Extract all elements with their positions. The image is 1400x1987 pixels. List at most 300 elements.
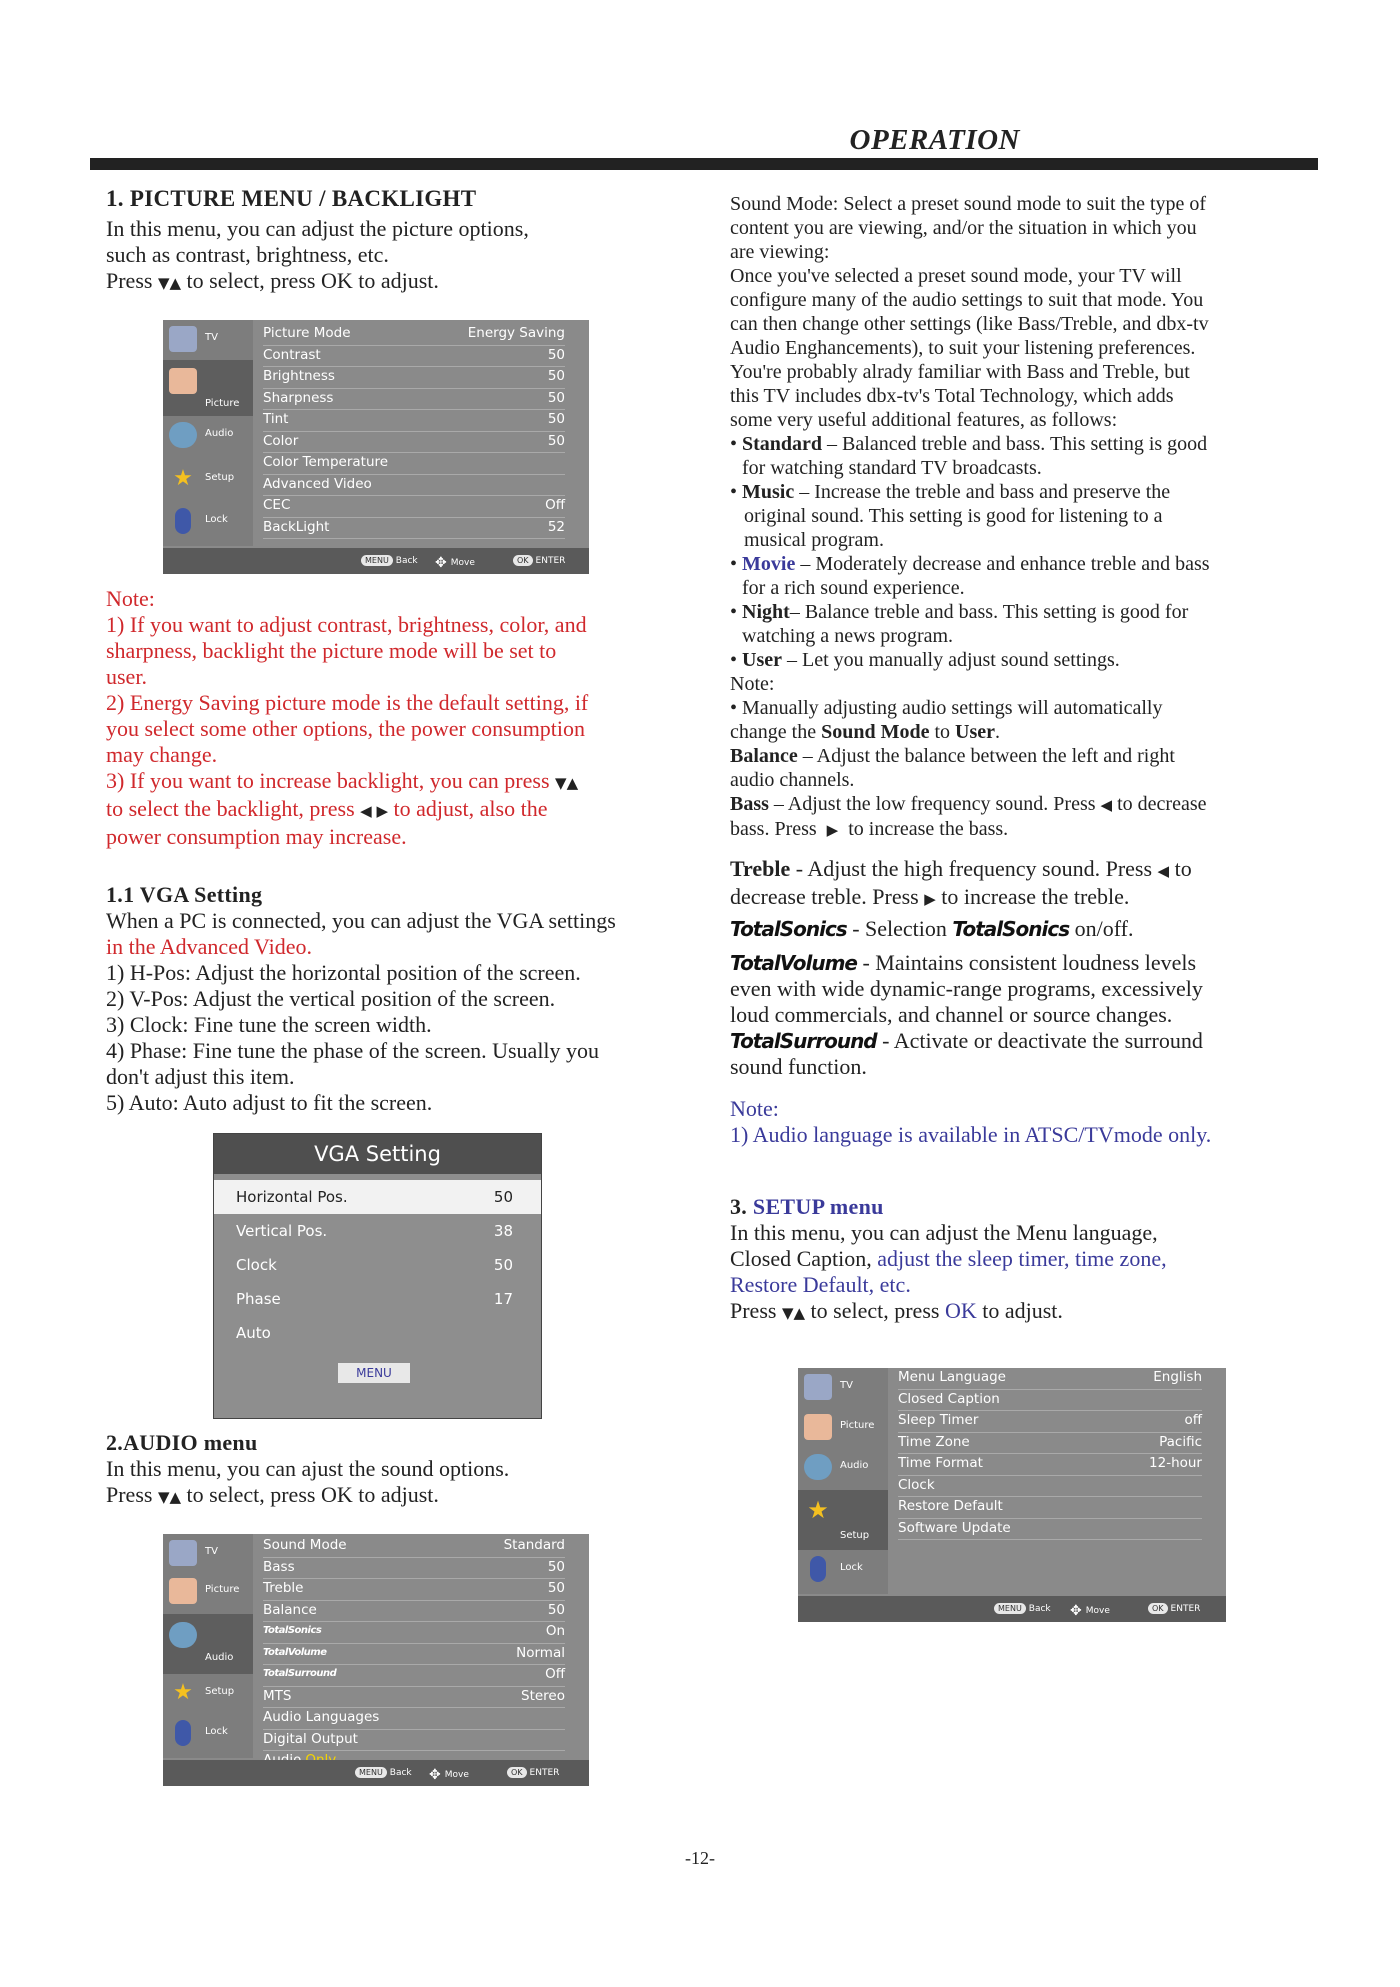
sidebar-label: Picture [205,398,240,409]
setup-text-blue: adjust the sleep timer, time zone, [877,1246,1167,1271]
term-desc: to [1174,856,1192,881]
setup-line: Restore Default, etc. [730,1272,911,1297]
note-bold: User [955,721,995,743]
picture-intro-2: such as contrast, brightness, etc. [106,242,389,267]
sidebar-label: Lock [205,1726,228,1737]
menu-row-value: 50 [547,432,565,449]
audio-press [106,1482,706,1510]
menu-row[interactable] [263,410,565,432]
right-arrow-icon: ▶ [924,890,936,908]
mode-name: Standard [742,433,823,455]
body-line: are viewing: [730,241,830,263]
menu-row[interactable] [263,367,565,389]
speaker-icon [169,422,197,448]
menu-row-label: Brightness [263,368,335,384]
menu-row[interactable] [263,1536,565,1558]
press-word: Press [730,1298,777,1323]
setup-line [730,1246,1320,1272]
body-line: some very useful additional features, as follows: [730,409,1118,431]
term: Balance [730,745,798,767]
enter-label: ENTER [1170,1603,1201,1614]
menu-footer [163,1760,589,1786]
setup-menu-screen [798,1368,1226,1622]
menu-row-value: Standard [503,1537,565,1553]
menu-footer [798,1596,1226,1622]
body-line: can then change other settings (like Bass/Treble, and dbx-tv [730,313,1209,335]
press-text: to select, press [810,1298,940,1323]
press-word: Press [106,268,153,293]
mode-user: • User – Let you manually adjust sound settings. [730,649,1120,671]
sidebar-label: Audio [840,1460,869,1471]
term-desc: to increase the treble. [941,884,1130,909]
sidebar-item-tv[interactable] [163,322,253,358]
note-line: change the Sound Mode to User. [730,721,1000,743]
vga-line: don't adjust this item. [106,1064,295,1089]
vga-line: in the Advanced Video. [106,934,313,959]
setup-heading [730,1194,1320,1220]
picture-icon [169,368,197,394]
vga-line: 5) Auto: Auto adjust to fit the screen. [106,1090,433,1115]
heading-num: 3. [730,1194,748,1219]
body-line: configure many of the audio settings to suit that mode. You [730,289,1204,311]
menu-row[interactable] [898,1519,1202,1541]
mode-desc-cont: watching a news program. [742,625,954,647]
menu-footer [163,548,589,574]
down-up-arrows-icon: ▼▲ [555,774,579,792]
audio-note-title: Note: [730,1096,779,1121]
star-icon: ★ [173,466,193,491]
menu-row-value: 50 [547,1558,565,1575]
menu-row[interactable] [263,1644,565,1666]
heading-text: SETUP menu [752,1194,884,1219]
body-line: Audio Enghancements), to suit your listening preferences. [730,337,1196,359]
move-arrows-icon: ✥ [1070,1603,1082,1619]
sidebar-item-setup[interactable] [163,462,253,498]
sidebar-item-setup[interactable] [163,1676,253,1712]
sidebar-item-tv[interactable] [163,1536,253,1572]
vga-line: 1) H-Pos: Adjust the horizontal position of the screen. [106,960,581,985]
mode-night: • Night– Balance treble and bass. This setting is good for [730,601,1189,623]
setup-menu-list [898,1368,1202,1540]
sidebar-item-lock[interactable] [798,1552,888,1588]
audio-menu-screen [163,1534,589,1786]
right-arrow-icon: ▶ [826,821,839,839]
vga-heading: 1.1 VGA Setting [106,882,263,907]
picture-intro-1: In this menu, you can adjust the picture options, [106,216,529,241]
vga-row-label: Horizontal Pos. [236,1188,348,1206]
menu-row-value: Off [545,1666,565,1682]
setup-line: In this menu, you can adjust the Menu language, [730,1220,1158,1245]
menu-row-value: Energy Saving [467,325,565,341]
move-label: Move [450,558,475,568]
audio-menu-list [263,1536,565,1773]
note-line: user. [106,664,147,689]
mode-desc: – Moderately decrease and enhance treble and bass [800,553,1210,575]
speaker-icon [804,1454,832,1480]
lock-icon [175,1720,191,1746]
term-desc: - Maintains consistent loudness levels [862,950,1197,975]
mode-desc-cont: original sound. This setting is good for listening to a [744,505,1163,527]
body-line: this TV includes dbx-tv's Total Technology, which adds [730,385,1174,407]
lock-icon [810,1556,826,1582]
menu-row[interactable] [263,346,565,368]
term-desc: – Adjust the low frequency sound. Press [773,793,1096,815]
term-desc: - Selection [852,916,947,941]
left-arrow-icon: ◀ [1157,862,1170,880]
speaker-icon [169,1622,197,1648]
menu-row[interactable] [898,1497,1202,1519]
vga-line: 3) Clock: Fine tune the screen width. [106,1012,432,1037]
menu-row-value: 50 [547,346,565,363]
enter-label: ENTER [529,1767,560,1778]
menu-sidebar [798,1368,888,1594]
mode-name: User [742,649,782,671]
sidebar-item-picture[interactable] [798,1410,888,1446]
sidebar-label: Lock [205,514,228,525]
sidebar-item-lock[interactable] [163,504,253,540]
menu-row-label: CEC [263,497,291,513]
menu-row[interactable] [263,496,565,518]
menu-row-label: Audio Languages [263,1709,380,1725]
left-column [106,186,696,296]
menu-row-value: Stereo [521,1687,565,1704]
mode-desc-cont: for a rich sound experience. [742,577,965,599]
menu-row-label: Color [263,432,299,449]
sidebar-label: Setup [205,1686,235,1697]
menu-row-label: TotalSurround [263,1668,337,1679]
menu-row[interactable] [898,1454,1202,1476]
menu-row-value: 50 [547,368,565,384]
menu-row[interactable] [263,1687,565,1709]
move-arrows-icon: ✥ [429,1767,441,1783]
sidebar-item-audio[interactable] [163,1614,253,1674]
audio-section [106,1430,706,1510]
menu-row-value: 50 [547,1580,565,1596]
menu-button[interactable]: MENU [361,555,393,566]
vga-menu-button[interactable]: MENU [338,1363,410,1383]
mode-movie: • Movie – Moderately decrease and enhance treble and bass [730,553,1210,575]
menu-row[interactable] [898,1433,1202,1455]
menu-row-label: Sharpness [263,389,334,406]
picture-note [106,586,706,850]
back-label: Back [389,1767,412,1778]
mode-desc: – Increase the treble and bass and preserve the [799,481,1171,503]
note-line: 2) Energy Saving picture mode is the default setting, if [106,690,589,715]
term-desc-cont: sound function. [730,1054,867,1079]
mode-desc-cont: for watching standard TV broadcasts. [742,457,1042,479]
sidebar-label: TV [840,1380,853,1391]
note-text: change the [730,721,817,743]
note-line: may change. [106,742,218,767]
back-label: Back [395,555,418,566]
term-desc: decrease treble. Press [730,884,919,909]
picture-press [106,268,696,296]
tv-icon [169,326,197,352]
mode-desc: – Balance treble and bass. This setting is good for [789,601,1189,623]
section-title: OPERATION [849,124,1020,156]
menu-row-label: Bass [263,1558,295,1575]
audio-heading: 2.AUDIO menu [106,1430,258,1455]
picture-icon [169,1578,197,1604]
vga-menu-list [214,1180,541,1350]
menu-row[interactable] [263,518,565,540]
note-line: • Manually adjusting audio settings will automatically [730,697,1163,719]
note-line: you select some other options, the power consumption [106,716,586,741]
note-title: Note: [106,586,155,611]
totalsonics-logo: TotalSonics [730,917,847,941]
menu-row-label: Closed Caption [898,1390,1000,1407]
sidebar-item-lock[interactable] [163,1716,253,1752]
mode-name: Movie [742,553,796,575]
menu-row[interactable] [898,1390,1202,1412]
menu-row[interactable] [263,1558,565,1580]
vga-line: 2) V-Pos: Adjust the vertical position of the screen. [106,986,556,1011]
picture-icon [804,1414,832,1440]
menu-row[interactable] [263,1622,565,1644]
menu-row-value: off [1184,1412,1202,1428]
sidebar-label: Audio [205,1652,234,1663]
vga-line: When a PC is connected, you can adjust the VGA settings [106,908,616,933]
menu-row-label: BackLight [263,518,330,535]
menu-row-label: Menu Language [898,1369,1006,1385]
menu-row-label: Contrast [263,346,321,363]
menu-row-label: Sleep Timer [898,1412,979,1428]
vga-row[interactable] [214,1248,541,1282]
menu-row[interactable] [898,1476,1202,1498]
menu-row-label: Digital Output [263,1730,358,1747]
menu-sidebar [163,1534,253,1758]
sidebar-label: Picture [205,1584,240,1595]
body-line: content you are viewing, and/or the situation in which you [730,217,1197,239]
menu-row-label: Advanced Video [263,475,372,492]
sidebar-label: Setup [205,472,235,483]
menu-row[interactable] [263,475,565,497]
down-up-arrows-icon: ▼▲ [157,274,182,292]
move-label: Move [444,1770,469,1780]
menu-row-label: TotalVolume [263,1646,327,1658]
bass-line-2 [730,817,1320,842]
menu-row-value: Off [545,497,565,513]
term-desc: - Adjust the high frequency sound. Press [795,856,1153,881]
totalsurround-line [730,1028,1320,1054]
sidebar-label: TV [205,332,218,343]
totalsurround-logo: TotalSurround [730,1029,877,1053]
sidebar-item-audio[interactable] [798,1450,888,1486]
sidebar-item-audio[interactable] [163,418,253,454]
menu-row-value: 50 [547,411,565,427]
menu-row-value: 50 [547,389,565,406]
menu-row-label: Time Format [898,1455,983,1471]
menu-row[interactable] [263,432,565,454]
vga-row-value: 17 [493,1290,513,1308]
menu-row-label: Treble [263,1580,304,1596]
menu-row-label: Sound Mode [263,1537,347,1553]
note-bold: Sound Mode [821,721,930,743]
menu-row[interactable] [263,1730,565,1752]
vga-row-value: 50 [493,1188,513,1206]
menu-row[interactable] [263,389,565,411]
menu-button[interactable]: MENU [994,1603,1026,1614]
sidebar-item-setup[interactable] [798,1490,888,1550]
menu-row-value: 52 [547,518,565,535]
move-label: Move [1085,1606,1110,1616]
ok-word: OK [944,1298,977,1323]
term-desc-cont: audio channels. [730,769,855,791]
sidebar-item-picture[interactable] [163,1574,253,1610]
down-up-arrows-icon: ▼▲ [781,1304,806,1322]
press-text: to adjust. [982,1298,1063,1323]
totalsonics-logo: TotalSonics [952,917,1070,941]
sidebar-label: Audio [205,428,234,439]
picture-menu-screen [163,320,589,574]
mode-music: • Music – Increase the treble and bass and preserve the [730,481,1171,503]
move-arrows-icon: ✥ [435,555,447,571]
header-rule [90,158,1318,170]
vga-row-label: Phase [236,1290,281,1308]
totalvolume-logo: TotalVolume [730,951,857,975]
press-text: to select, press OK to adjust. [186,1482,439,1507]
body-line: Once you've selected a preset sound mode, your TV will [730,265,1182,287]
body-line: You're probably alrady familiar with Bass and Treble, but [730,361,1190,383]
picture-heading: 1. PICTURE MENU / BACKLIGHT [106,186,477,211]
sidebar-label: Setup [840,1530,870,1541]
picture-menu-list [263,324,565,539]
menu-row-label: Balance [263,1601,317,1618]
mode-name: Night [742,601,790,623]
term: Bass [730,793,769,815]
vga-row-value: 50 [493,1256,513,1274]
sidebar-item-picture[interactable] [163,360,253,416]
mode-name: Music [742,481,795,503]
vga-title: VGA Setting [214,1134,541,1174]
term-desc: bass. Press [730,818,817,840]
vga-row[interactable] [214,1316,541,1350]
sidebar-item-tv[interactable] [798,1370,888,1406]
mode-standard: • Standard – Balanced treble and bass. This setting is good [730,433,1208,455]
menu-sidebar [163,320,253,546]
menu-row[interactable] [898,1411,1202,1433]
menu-row[interactable] [263,324,565,346]
menu-row-label: Time Zone [898,1433,970,1450]
setup-text: Closed Caption, [730,1246,872,1271]
menu-row-label: Software Update [898,1519,1011,1536]
bass-line [730,792,1320,817]
audio-intro: In this menu, you can ajust the sound options. [106,1456,510,1481]
note-line: power consumption may increase. [106,824,407,849]
tv-icon [169,1540,197,1566]
vga-row-label: Clock [236,1256,277,1274]
menu-row[interactable] [263,1665,565,1687]
mode-desc: – Let you manually adjust sound settings. [787,649,1120,671]
star-icon: ★ [173,1680,193,1705]
star-icon: ★ [807,1496,829,1524]
left-right-arrows-icon: ◀ ▶ [360,802,388,820]
menu-row-label: Picture Mode [263,325,351,341]
term-desc: – Adjust the balance between the left and right [802,745,1175,767]
menu-row-value: On [545,1623,565,1639]
term: Treble [730,856,791,881]
menu-row-value: 50 [547,1601,565,1618]
vga-section [106,882,726,1116]
menu-row[interactable] [898,1368,1202,1390]
term-desc-cont: even with wide dynamic-range programs, excessively [730,976,1203,1001]
menu-row[interactable] [263,1708,565,1730]
menu-row[interactable] [263,1579,565,1601]
tv-icon [804,1374,832,1400]
menu-row-label: Color Temperature [263,454,389,470]
setup-press [730,1298,1320,1326]
menu-button[interactable]: MENU [355,1767,387,1778]
note-text: to [934,721,951,743]
ok-button[interactable]: OK [507,1767,527,1778]
sidebar-label: TV [205,1546,218,1557]
term-desc-cont: loud commercials, and channel or source changes. [730,1002,1173,1027]
audio-note-line: 1) Audio language is available in ATSC/TVmode only. [730,1122,1212,1147]
balance-line [730,744,1320,768]
term-desc: - Activate or deactivate the surround [882,1028,1203,1053]
treble-line [730,856,1320,884]
menu-row-value: Normal [516,1644,565,1661]
totalvolume-line [730,950,1320,976]
down-up-arrows-icon: ▼▲ [157,1488,182,1506]
vga-row[interactable] [214,1282,541,1316]
note-text: to adjust, also the [393,796,548,821]
vga-line: 4) Phase: Fine tune the phase of the screen. Usually you [106,1038,600,1063]
enter-label: ENTER [535,555,566,566]
mode-desc-cont: musical program. [744,529,884,551]
menu-row-value: English [1153,1369,1202,1385]
vga-row-label: Auto [236,1324,271,1342]
press-word: Press [106,1482,153,1507]
menu-row-value: Pacific [1159,1433,1202,1450]
note-line [106,768,706,796]
menu-row-label: MTS [263,1687,292,1704]
back-label: Back [1028,1603,1051,1614]
ok-button[interactable]: OK [1148,1603,1168,1614]
sidebar-label: Picture [840,1420,875,1431]
totalsonics-line [730,916,1320,942]
left-arrow-icon: ◀ [1100,796,1113,814]
term-desc: on/off. [1074,916,1134,941]
ok-button[interactable]: OK [513,555,533,566]
menu-row[interactable] [263,453,565,475]
term-desc: to decrease [1117,793,1207,815]
menu-row-label: Restore Default [898,1498,1003,1514]
mode-desc: – Balanced treble and bass. This setting is good [827,433,1208,455]
menu-row[interactable] [263,1601,565,1623]
note-line [106,796,706,824]
menu-row-value: 12-hour [1149,1455,1202,1471]
vga-row[interactable] [214,1214,541,1248]
body-line: Sound Mode: Select a preset sound mode to suit the type of [730,193,1207,215]
page-number: -12- [685,1848,715,1868]
right-column [730,192,1320,1326]
term-desc: to increase the bass. [848,818,1009,840]
note-text: to select the backlight, press [106,796,355,821]
note-title: Note: [730,673,775,695]
vga-row-value: 38 [493,1222,513,1240]
menu-row-label: TotalSonics [263,1625,322,1636]
lock-icon [175,508,191,534]
note-line: 1) If you want to adjust contrast, brightness, color, and [106,612,587,637]
note-text: 3) If you want to increase backlight, you can press [106,768,550,793]
sidebar-label: Lock [840,1562,863,1573]
menu-row-label: Clock [898,1476,935,1493]
note-line: sharpness, backlight the picture mode will be set to [106,638,557,663]
vga-setting-screen [213,1133,542,1419]
treble-line-2 [730,884,1320,912]
vga-row[interactable] [214,1180,541,1214]
